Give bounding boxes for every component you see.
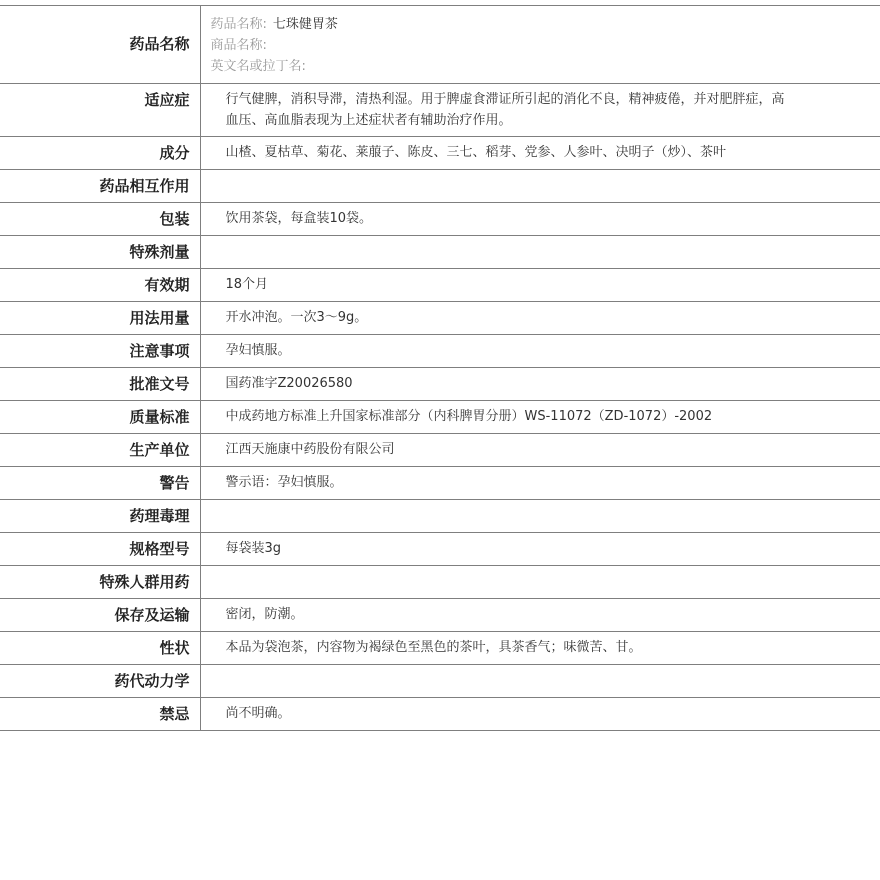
- row-value: 饮用茶袋，每盒装10袋。: [225, 211, 373, 226]
- row-value-cell: [200, 84, 880, 137]
- row-value: [226, 170, 791, 180]
- spec-row: [0, 566, 880, 599]
- row-label: 用法用量: [129, 309, 190, 327]
- drug-name-row: [0, 6, 880, 84]
- row-value-cell: [200, 500, 880, 533]
- row-value: 每袋装3g: [225, 541, 282, 556]
- generic-name-line: [211, 14, 880, 35]
- row-label: 批准文号: [129, 375, 190, 393]
- row-value-cell: [200, 401, 880, 434]
- row-label: 有效期: [144, 276, 190, 294]
- row-value: 警示语：孕妇慎服。: [225, 475, 343, 490]
- row-value: 中成药地方标准上升国家标准部分（内科脾胃分册）WS-11072（ZD-1072）-2002: [225, 409, 713, 424]
- row-label: 性状: [159, 639, 190, 657]
- row-value: [226, 236, 791, 246]
- row-value: 行气健脾，消积导滞，清热利湿。用于脾虚食滞证所引起的消化不良，精神疲倦，并对肥胖症，高血压、高血脂表现为上述症状者有辅助治疗作用。: [225, 92, 785, 128]
- drug-name-value-cell: [200, 6, 880, 84]
- row-label-cell: [0, 236, 200, 269]
- row-value-cell: [200, 170, 880, 203]
- row-value: 本品为袋泡茶，内容物为褐绿色至黑色的茶叶，具茶香气；味微苦、甘。: [225, 640, 642, 655]
- row-label: 生产单位: [129, 441, 190, 459]
- row-value-cell: [200, 335, 880, 368]
- spec-row: [0, 203, 880, 236]
- row-label-cell: [0, 500, 200, 533]
- row-label-cell: [0, 137, 200, 170]
- spec-row: [0, 665, 880, 698]
- row-value: 孕妇慎服。: [225, 343, 291, 358]
- english-name-label: 英文名或拉丁名:: [210, 59, 306, 74]
- row-value-cell: [200, 533, 880, 566]
- row-value: 山楂、夏枯草、菊花、莱菔子、陈皮、三七、稻芽、党参、人参叶、决明子（炒）、茶叶: [225, 145, 727, 160]
- row-value: 尚不明确。: [225, 706, 291, 721]
- row-value-cell: [200, 236, 880, 269]
- row-value-cell: [200, 302, 880, 335]
- row-label: 规格型号: [129, 540, 190, 558]
- row-label: 保存及运输: [114, 606, 190, 624]
- row-value: 国药准字Z20026580: [225, 376, 353, 391]
- row-label-cell: [0, 335, 200, 368]
- row-label-cell: [0, 302, 200, 335]
- row-value-cell: [200, 269, 880, 302]
- row-label: 特殊剂量: [129, 243, 190, 261]
- row-label-cell: [0, 269, 200, 302]
- spec-row: [0, 170, 880, 203]
- row-label: 特殊人群用药: [99, 573, 190, 591]
- row-value-cell: [200, 434, 880, 467]
- spec-row: [0, 698, 880, 731]
- spec-row: [0, 632, 880, 665]
- row-label: 包装: [159, 210, 190, 228]
- trade-name-line: [211, 35, 880, 56]
- spec-row: [0, 434, 880, 467]
- row-label: 成分: [159, 144, 190, 162]
- row-label-cell: [0, 203, 200, 236]
- generic-name-label: 药品名称:: [210, 17, 267, 32]
- row-label-cell: [0, 698, 200, 731]
- row-value-cell: [200, 698, 880, 731]
- row-label: 质量标准: [129, 408, 190, 426]
- row-label: 禁忌: [159, 705, 190, 723]
- spec-row: [0, 467, 880, 500]
- row-value-cell: [200, 632, 880, 665]
- row-label-cell: [0, 434, 200, 467]
- row-value-cell: [200, 566, 880, 599]
- row-value: 密闭，防潮。: [225, 607, 304, 622]
- row-label-cell: [0, 665, 200, 698]
- drug-spec-table: [0, 5, 880, 731]
- english-name-line: [211, 56, 880, 77]
- row-label-cell: [0, 84, 200, 137]
- spec-row: [0, 302, 880, 335]
- row-label: 适应症: [144, 91, 190, 109]
- generic-name-value: 七珠健胃茶: [272, 17, 338, 32]
- spec-row: [0, 84, 880, 137]
- row-label: 药品相互作用: [99, 177, 190, 195]
- row-label-cell: [0, 170, 200, 203]
- row-label-cell: [0, 566, 200, 599]
- row-value-cell: [200, 203, 880, 236]
- row-label-cell: [0, 599, 200, 632]
- trade-name-label: 商品名称:: [210, 38, 267, 53]
- spec-row: [0, 401, 880, 434]
- row-label: 药理毒理: [129, 507, 190, 525]
- spec-row: [0, 368, 880, 401]
- row-value-cell: [200, 599, 880, 632]
- row-value-cell: [200, 665, 880, 698]
- row-label: 注意事项: [129, 342, 190, 360]
- row-label-cell: [0, 632, 200, 665]
- spec-row: [0, 236, 880, 269]
- row-label-cell: [0, 368, 200, 401]
- row-value: 18个月: [225, 277, 269, 292]
- spec-row: [0, 137, 880, 170]
- row-value: 开水冲泡。一次3～9g。: [225, 310, 368, 325]
- spec-row: [0, 599, 880, 632]
- row-value: [226, 500, 791, 510]
- row-value: [226, 566, 791, 576]
- row-label-cell: [0, 533, 200, 566]
- row-label: 警告: [159, 474, 190, 492]
- spec-row: [0, 269, 880, 302]
- spec-row: [0, 335, 880, 368]
- row-label-cell: [0, 401, 200, 434]
- row-label-cell: [0, 467, 200, 500]
- row-value-cell: [200, 368, 880, 401]
- spec-row: [0, 533, 880, 566]
- row-value-cell: [200, 137, 880, 170]
- row-value: 江西天施康中药股份有限公司: [225, 442, 395, 457]
- drug-name-label-cell: [0, 6, 200, 84]
- row-value-cell: [200, 467, 880, 500]
- row-value: [226, 665, 791, 675]
- spec-row: [0, 500, 880, 533]
- row-label: 药品名称: [129, 35, 190, 53]
- row-label: 药代动力学: [114, 672, 190, 690]
